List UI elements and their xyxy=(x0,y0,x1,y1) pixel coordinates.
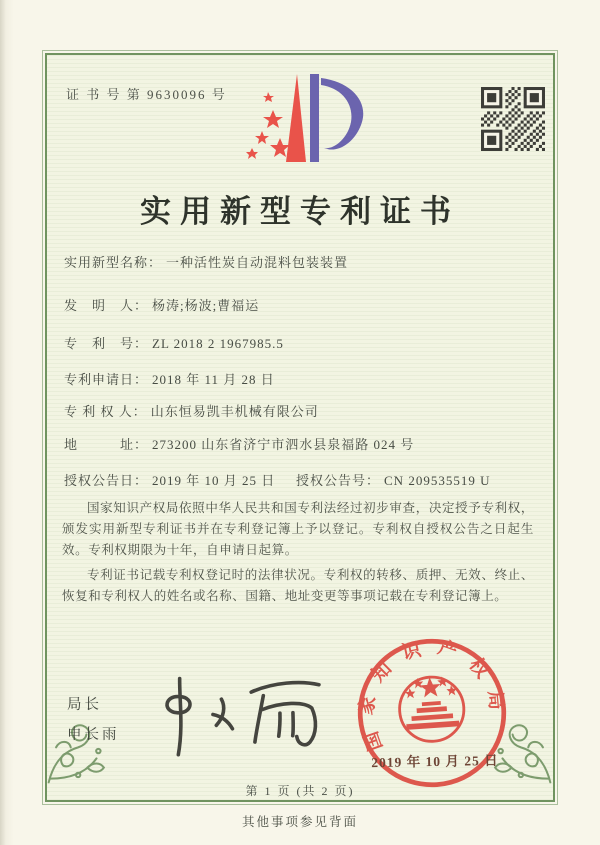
certificate-number: 证 书 号 第 9630096 号 xyxy=(66,87,227,102)
field-address xyxy=(64,434,414,453)
cnipa-official-seal xyxy=(341,622,522,803)
field-value: 2019 年 10 月 25 日 xyxy=(152,473,276,488)
field-utility-model-name xyxy=(64,252,348,271)
qr-code xyxy=(481,87,545,151)
field-label: 发 明 人： xyxy=(64,298,149,313)
field-application-date xyxy=(64,369,275,388)
legal-paragraphs xyxy=(62,498,534,611)
page-number: 第 1 页 (共 2 页) xyxy=(245,784,355,798)
director-block xyxy=(67,690,120,750)
seal-date: 2019 年 10 月 25 日 xyxy=(371,752,499,771)
director-signature-icon xyxy=(148,664,361,766)
field-label: 地 址： xyxy=(64,437,149,452)
field-value: 2018 年 11 月 28 日 xyxy=(152,372,275,387)
seal-text: 国家知识产权局 xyxy=(355,636,508,754)
back-side-note: 其他事项参见背面 xyxy=(241,815,358,829)
director-title: 局长 xyxy=(67,697,102,713)
field-label: 专 利 号： xyxy=(64,336,149,351)
certificate-title: 实用新型专利证书 xyxy=(140,194,460,229)
field-value: 杨涛;杨波;曹福运 xyxy=(152,298,260,313)
field-value: CN 209535519 U xyxy=(384,473,491,488)
cnipa-logo-icon xyxy=(240,68,370,172)
field-value: 山东恒易凯丰机械有限公司 xyxy=(150,404,319,419)
legal-paragraph-2: 专利证书记载专利权登记时的法律状况。专利权的转移、质押、无效、终止、恢复和专利权人的姓名或名称、国籍、地址变更等事项记载在专利登记簿上。 xyxy=(62,568,534,603)
national-emblem-icon xyxy=(397,675,466,744)
field-value: ZL 2018 2 1967985.5 xyxy=(152,336,284,351)
field-patent-number xyxy=(64,333,284,352)
field-inventors xyxy=(64,295,259,314)
field-label: 授权公告日： xyxy=(64,473,149,488)
field-label: 专 利 权 人： xyxy=(64,404,147,419)
field-grant-date xyxy=(64,470,275,489)
field-label: 授权公告号： xyxy=(296,473,381,488)
field-label: 专利申请日： xyxy=(64,372,149,387)
field-label: 实用新型名称： xyxy=(64,255,163,270)
field-value: 273200 山东省济宁市泗水县泉福路 024 号 xyxy=(152,437,415,452)
field-grant-publication-number xyxy=(296,470,490,489)
field-value: 一种活性炭自动混料包装装置 xyxy=(166,255,349,270)
legal-paragraph-1: 国家知识产权局依照中华人民共和国专利法经过初步审查，决定授予专利权，颁发实用新型专利证书并在专利登记簿上予以登记。专利权自授权公告之日起生效。专利权期限为十年，自申请日起算。 xyxy=(62,501,534,557)
director-name: 申长雨 xyxy=(67,727,120,743)
field-patentee xyxy=(64,401,319,420)
